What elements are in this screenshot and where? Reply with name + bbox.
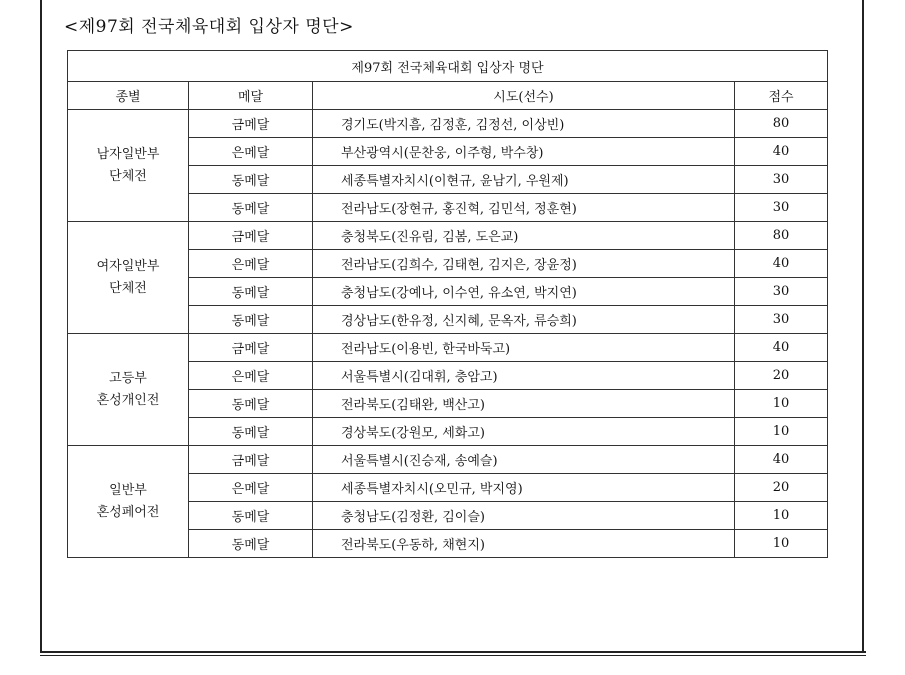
table-row <box>68 110 828 138</box>
score-cell: 10 <box>735 390 828 418</box>
players-cell: 서울특별시(김대휘, 충암고) <box>313 362 735 390</box>
event-label-line1: 남자일반부 <box>96 146 160 162</box>
medal-cell: 동메달 <box>189 278 313 306</box>
score-cell: 20 <box>735 362 828 390</box>
score-cell: 30 <box>735 166 828 194</box>
players-cell: 충청남도(김정환, 김이슬) <box>313 502 735 530</box>
players-cell: 전라남도(김희수, 김태현, 김지은, 장윤정) <box>313 250 735 278</box>
score-cell: 30 <box>735 306 828 334</box>
players-cell: 경상남도(한유정, 신지혜, 문옥자, 류승희) <box>313 306 735 334</box>
table-row <box>68 446 828 474</box>
medal-cell: 동메달 <box>189 502 313 530</box>
event-cell <box>68 222 189 334</box>
medal-cell: 동메달 <box>189 306 313 334</box>
players-cell: 전라북도(우동하, 채현지) <box>313 530 735 558</box>
table-caption: 제97회 전국체육대회 입상자 명단 <box>68 51 828 82</box>
event-label-line2: 혼성개인전 <box>96 392 160 408</box>
players-cell: 세종특별자치시(오민규, 박지영) <box>313 474 735 502</box>
medal-cell: 동메달 <box>189 166 313 194</box>
medal-cell: 동메달 <box>189 418 313 446</box>
score-cell: 10 <box>735 502 828 530</box>
score-cell: 10 <box>735 530 828 558</box>
medal-cell: 은메달 <box>189 362 313 390</box>
players-cell: 부산광역시(문찬웅, 이주형, 박수창) <box>313 138 735 166</box>
score-cell: 30 <box>735 194 828 222</box>
table-caption-row <box>68 51 828 82</box>
event-label-line2: 단체전 <box>109 280 147 296</box>
medal-cell: 은메달 <box>189 474 313 502</box>
event-label-line2: 단체전 <box>109 168 147 184</box>
header-score: 점수 <box>735 82 828 110</box>
players-cell: 서울특별시(진승재, 송예슬) <box>313 446 735 474</box>
medal-cell: 금메달 <box>189 110 313 138</box>
header-medal: 메달 <box>189 82 313 110</box>
table-header-row <box>68 82 828 110</box>
medal-cell: 동메달 <box>189 530 313 558</box>
event-label-line2: 혼성페어전 <box>96 504 160 520</box>
players-cell: 전라북도(김태완, 백산고) <box>313 390 735 418</box>
score-cell: 40 <box>735 334 828 362</box>
winners-table <box>67 50 828 558</box>
players-cell: 전라남도(이용빈, 한국바둑고) <box>313 334 735 362</box>
medal-cell: 은메달 <box>189 250 313 278</box>
header-event: 종별 <box>68 82 189 110</box>
table-row <box>68 334 828 362</box>
page-title: <제97회 전국체육대회 입상자 명단> <box>64 17 354 37</box>
medal-cell: 은메달 <box>189 138 313 166</box>
event-cell <box>68 446 189 558</box>
event-cell <box>68 334 189 446</box>
score-cell: 80 <box>735 110 828 138</box>
players-cell: 충청남도(강예나, 이수연, 유소연, 박지연) <box>313 278 735 306</box>
medal-cell: 동메달 <box>189 390 313 418</box>
event-label-line1: 일반부 <box>109 482 147 498</box>
score-cell: 80 <box>735 222 828 250</box>
players-cell: 경상북도(강원모, 세화고) <box>313 418 735 446</box>
players-cell: 세종특별자치시(이현규, 윤남기, 우원제) <box>313 166 735 194</box>
players-cell: 경기도(박지흠, 김정훈, 김정선, 이상빈) <box>313 110 735 138</box>
event-cell <box>68 110 189 222</box>
score-cell: 30 <box>735 278 828 306</box>
score-cell: 20 <box>735 474 828 502</box>
medal-cell: 금메달 <box>189 446 313 474</box>
score-cell: 10 <box>735 418 828 446</box>
table-row <box>68 222 828 250</box>
players-cell: 전라남도(장현규, 홍진혁, 김민석, 정훈현) <box>313 194 735 222</box>
score-cell: 40 <box>735 138 828 166</box>
bottom-rule <box>40 651 866 653</box>
medal-cell: 금메달 <box>189 222 313 250</box>
bottom-rule-inner <box>40 655 866 656</box>
score-cell: 40 <box>735 250 828 278</box>
players-cell: 충청북도(진유림, 김봄, 도은교) <box>313 222 735 250</box>
event-label-line1: 여자일반부 <box>96 258 160 274</box>
medal-cell: 동메달 <box>189 194 313 222</box>
event-label-line1: 고등부 <box>109 370 147 386</box>
header-players: 시도(선수) <box>313 82 735 110</box>
medal-cell: 금메달 <box>189 334 313 362</box>
score-cell: 40 <box>735 446 828 474</box>
